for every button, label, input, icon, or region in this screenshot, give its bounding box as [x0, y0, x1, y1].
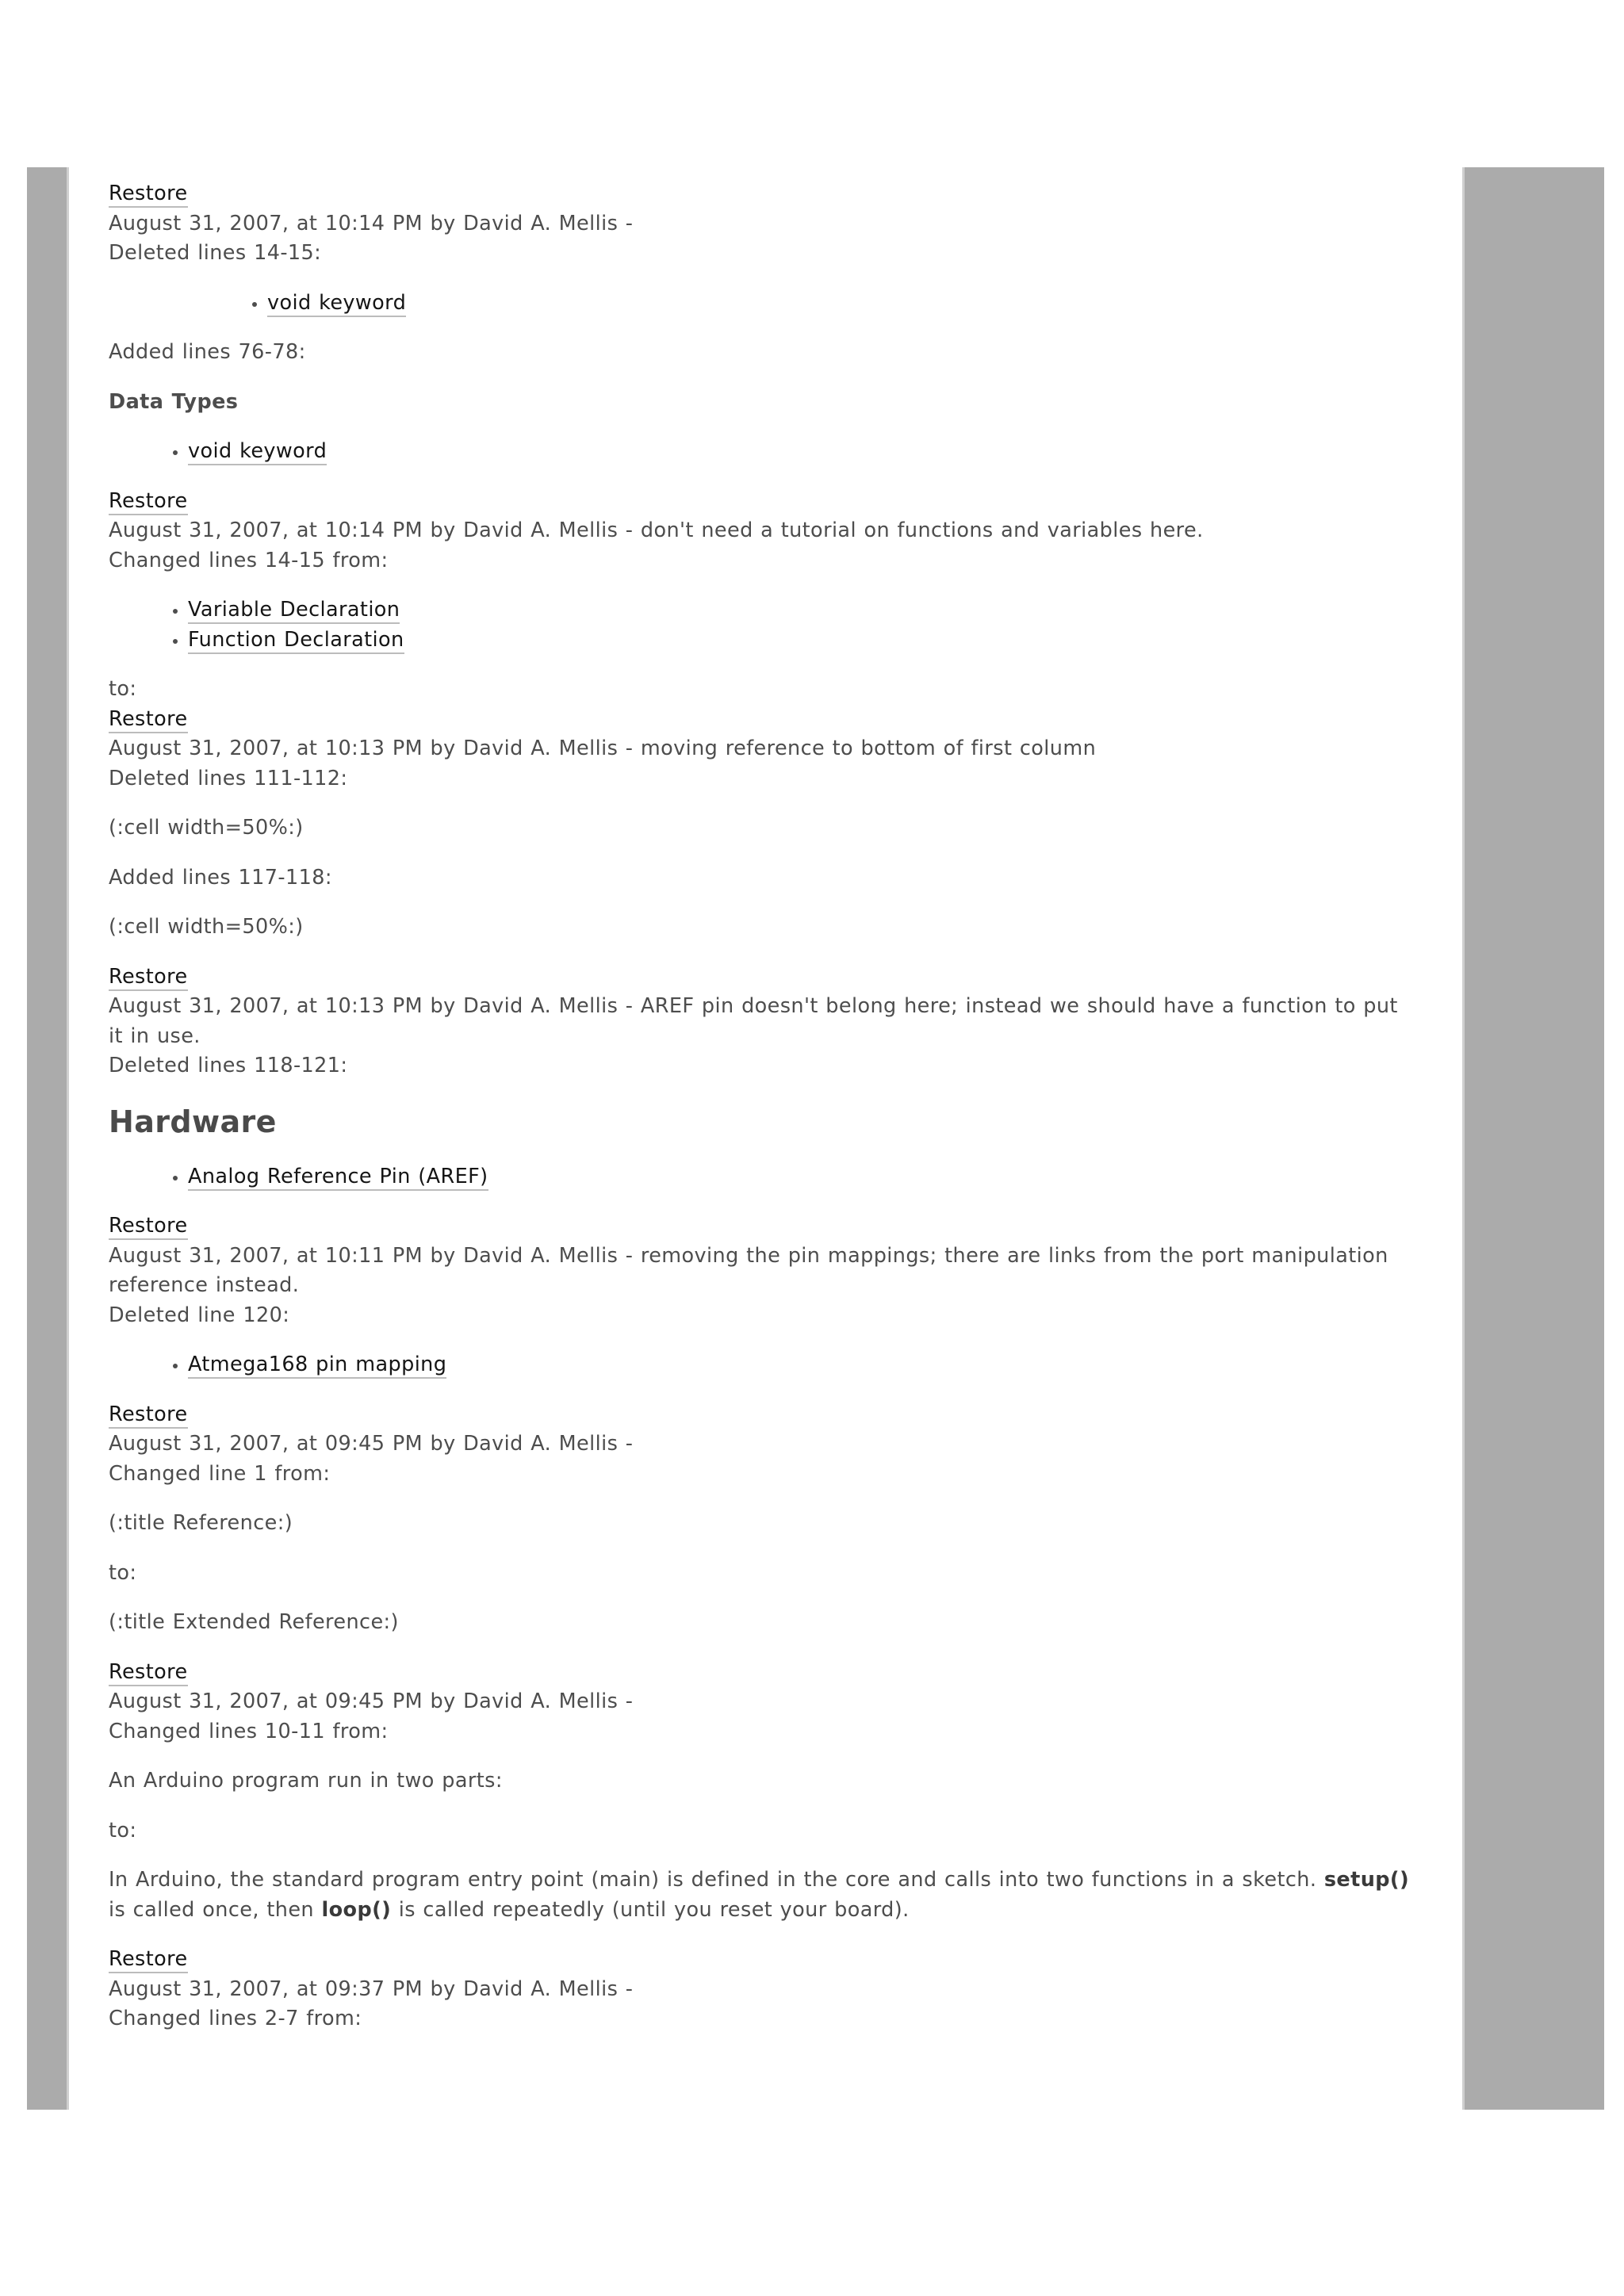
entry-meta: August 31, 2007, at 10:14 PM by David A. Mellis - don't need a tutorial on functions and variables here. [109, 519, 1204, 542]
history-entry [109, 1658, 1411, 1926]
restore-link[interactable]: Restore [109, 182, 188, 208]
history-entry [109, 1400, 1411, 1638]
entry-meta: August 31, 2007, at 10:14 PM by David A. Mellis - [109, 211, 634, 235]
variable-declaration-link[interactable]: Variable Declaration [188, 598, 400, 624]
loop-function-name: loop() [321, 1897, 392, 1922]
history-entry [109, 962, 1411, 1192]
left-sidebar-bar [27, 167, 69, 2110]
list-item [188, 1350, 1411, 1380]
change-description: Changed line 1 from: [109, 1461, 331, 1486]
setup-function-name: setup() [1323, 1868, 1410, 1892]
entry-meta: August 31, 2007, at 09:37 PM by David A. Mellis - [109, 1976, 634, 2001]
entry-meta: August 31, 2007, at 09:45 PM by David A. Mellis - [109, 1689, 634, 1713]
right-sidebar-bar [1462, 167, 1604, 2110]
void-keyword-link[interactable]: void keyword [188, 439, 327, 465]
function-declaration-link[interactable]: Function Declaration [188, 628, 404, 654]
history-entry [109, 705, 1411, 943]
change-description: Deleted lines 118-121: [109, 1054, 348, 1077]
diff-text: An Arduino program run in two parts: [109, 1769, 503, 1793]
change-description: Added lines 117-118: [109, 865, 332, 890]
change-description: Changed lines 10-11 from: [109, 1719, 389, 1743]
restore-link[interactable]: Restore [109, 707, 188, 733]
aref-link[interactable]: Analog Reference Pin (AREF) [188, 1165, 488, 1191]
restore-link[interactable]: Restore [109, 1660, 188, 1686]
section-heading: Hardware [109, 1104, 277, 1139]
entry-meta: August 31, 2007, at 10:13 PM by David A. Mellis - AREF pin doesn't belong here; instead we should have a function to put it in use. [109, 994, 1398, 1048]
diff-text: (:title Reference:) [109, 1511, 293, 1535]
list-item [188, 1162, 1411, 1192]
atmega168-pin-mapping-link[interactable]: Atmega168 pin mapping [188, 1353, 446, 1379]
void-keyword-link[interactable]: void keyword [267, 291, 406, 317]
diff-paragraph [109, 1866, 1411, 1925]
list-item [267, 289, 1411, 319]
change-description: Changed lines 2-7 from: [109, 2007, 362, 2030]
diff-text: (:title Extended Reference:) [109, 1610, 399, 1634]
to-label: to: [109, 677, 137, 701]
restore-link[interactable]: Restore [109, 489, 188, 515]
paragraph-text: In Arduino, the standard program entry point (main) is defined in the core and calls into two functions in a sketch. [109, 1868, 1317, 1892]
entry-meta: August 31, 2007, at 10:11 PM by David A. Mellis - removing the pin mappings; there are links from the port manipulation reference instead. [109, 1243, 1388, 1297]
to-label: to: [109, 1560, 137, 1585]
history-entry [109, 487, 1411, 705]
page-history-content [109, 179, 1411, 2034]
list-item [188, 626, 1411, 656]
paragraph-text: is called repeatedly (until you reset your board). [398, 1897, 910, 1922]
paragraph-text: is called once, then [109, 1897, 314, 1922]
restore-link[interactable]: Restore [109, 1214, 188, 1240]
change-description: Added lines 76-78: [109, 340, 306, 364]
history-entry [109, 1945, 1411, 2034]
deleted-list [109, 289, 1411, 319]
change-description: Changed lines 14-15 from: [109, 548, 389, 572]
entry-meta: August 31, 2007, at 10:13 PM by David A. Mellis - moving reference to bottom of first column [109, 737, 1097, 760]
change-description: Deleted lines 111-112: [109, 766, 348, 790]
deleted-list [109, 1162, 1411, 1192]
section-heading: Data Types [109, 389, 239, 414]
list-item [188, 437, 1411, 467]
diff-text: (:cell width=50%:) [109, 816, 304, 840]
changed-list [109, 595, 1411, 655]
change-description: Deleted lines 14-15: [109, 241, 322, 265]
restore-link[interactable]: Restore [109, 965, 188, 991]
to-label: to: [109, 1818, 137, 1843]
restore-link[interactable]: Restore [109, 1947, 188, 1973]
history-entry [109, 179, 1411, 467]
diff-text: (:cell width=50%:) [109, 915, 304, 939]
change-description: Deleted line 120: [109, 1303, 290, 1327]
added-list [109, 437, 1411, 467]
restore-link[interactable]: Restore [109, 1402, 188, 1429]
entry-meta: August 31, 2007, at 09:45 PM by David A. Mellis - [109, 1432, 634, 1456]
deleted-list [109, 1350, 1411, 1380]
list-item [188, 595, 1411, 626]
history-entry [109, 1211, 1411, 1380]
